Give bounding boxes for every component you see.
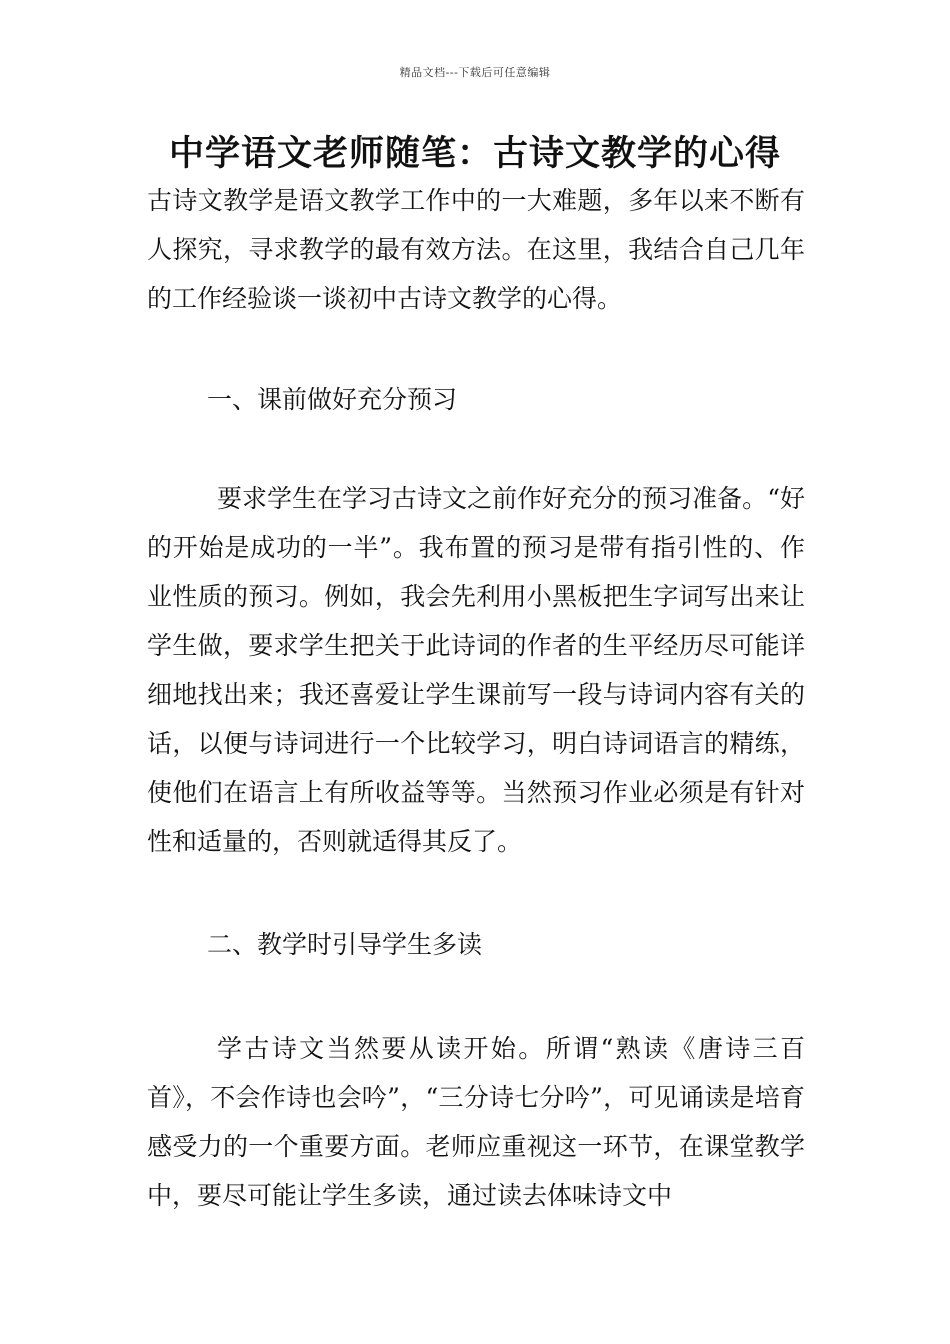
section-heading-2: 二、教学时引导学生多读 [207, 930, 483, 959]
section-2-paragraph: 学古诗文当然要从读开始。所谓“熟读《唐诗三百首》，不会作诗也会吟”，“三分诗七分吟”，可见诵读是培育感受力的一个重要方面。老师应重视这一环节，在课堂教学中，要尽可能让学生多读，通过读去体味诗文中 [147, 1034, 805, 1210]
intro-paragraph: 古诗文教学是语文教学工作中的一大难题，多年以来不断有人探究，寻求教学的最有效方法。在这里，我结合自己几年的工作经验谈一谈初中古诗文教学的心得。 [147, 186, 805, 313]
document-title: 中学语文老师随笔：古诗文教学的心得 [168, 134, 781, 174]
section-1-paragraph: 要求学生在学习古诗文之前作好充分的预习准备。“好的开始是成功的一半”。我布置的预习是带有指引性的、作业性质的预习。例如，我会先利用小黑板把生字词写出来让学生做，要求学生把关于此诗词的作者的生平经历尽可能详细地找出来；我还喜爱让学生课前写一段与诗词内容有关的话，以便与诗词进行一个比较学习，明白诗词语言的精练，使他们在语言上有所收益等等。当然预习作业必须是有针对性和适量的，否则就适得其反了。 [147, 484, 805, 856]
header-note: 精品文档---下载后可任意编辑 [399, 66, 551, 79]
section-heading-1: 一、课前做好充分预习 [207, 385, 458, 414]
